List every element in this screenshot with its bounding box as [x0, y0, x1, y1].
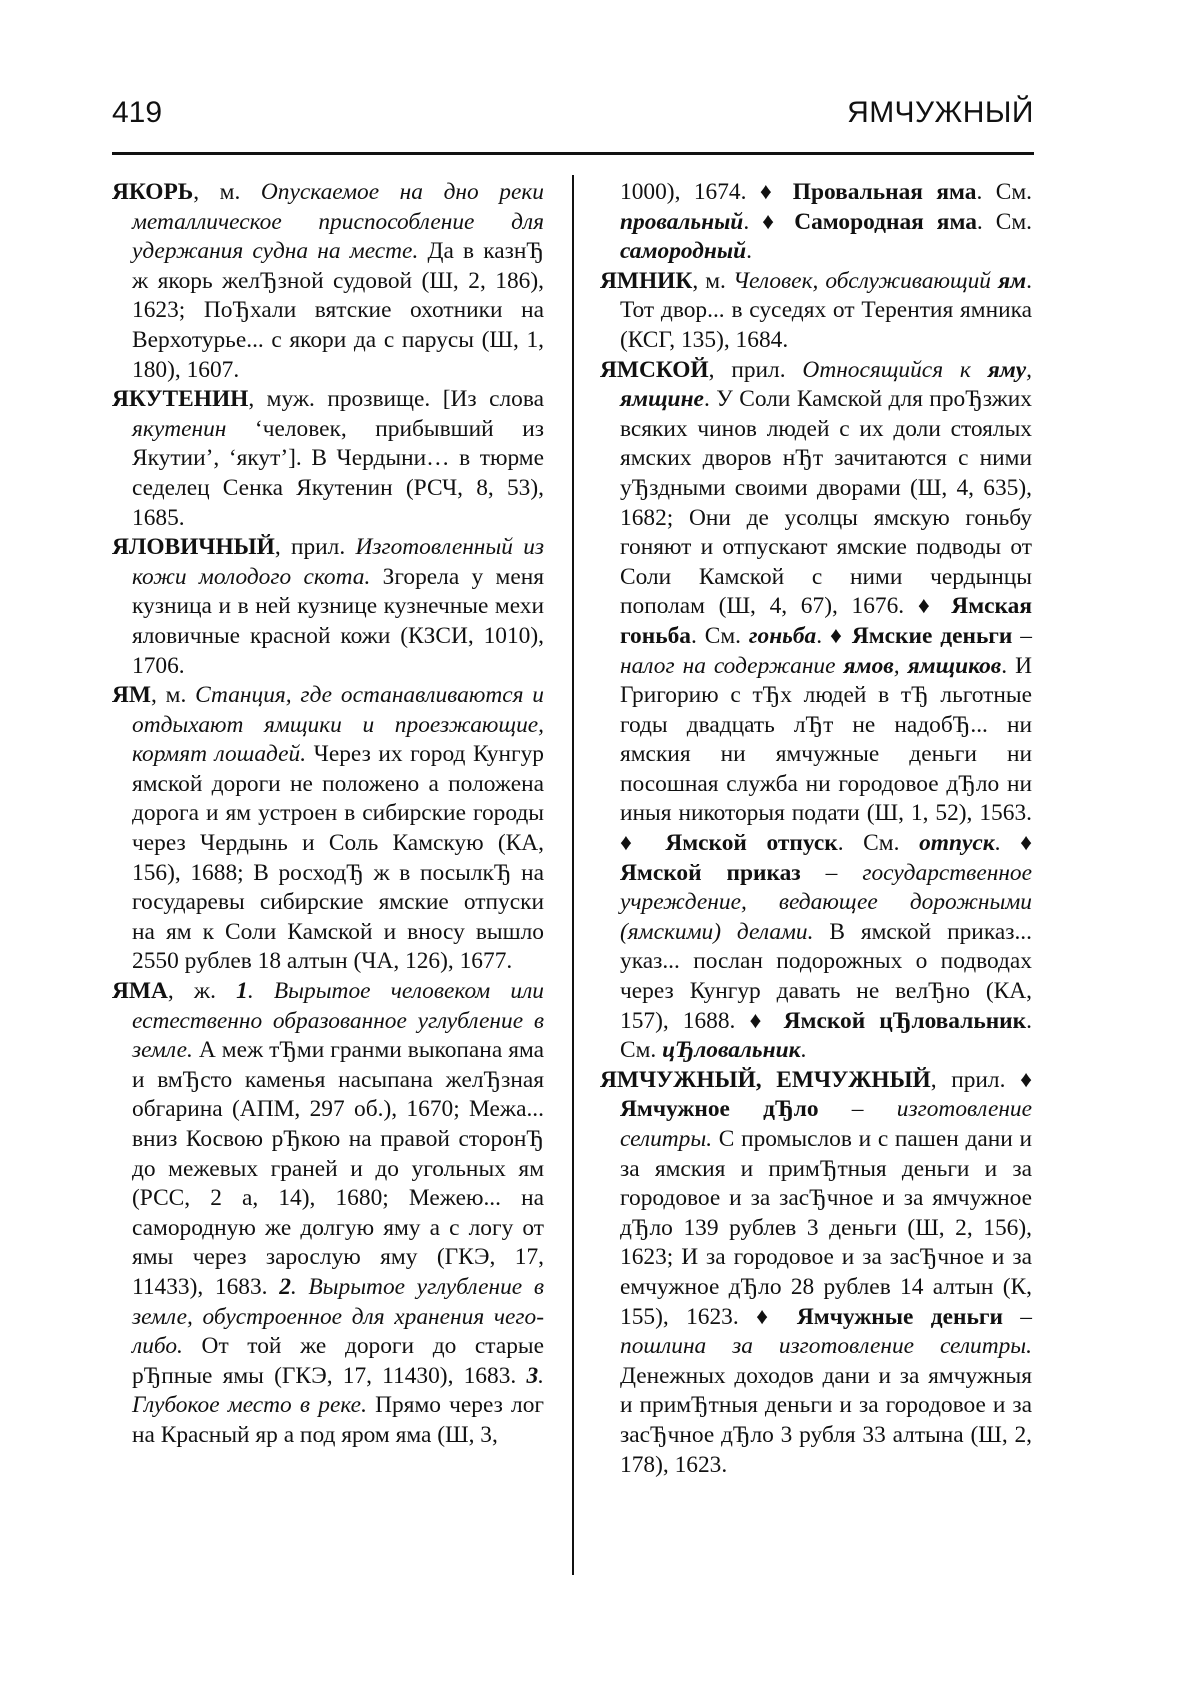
headword: ЯМСКОЙ: [600, 356, 709, 383]
headword: ЯКУТЕНИН: [112, 386, 249, 413]
cross-reference: ямов: [843, 652, 894, 679]
see-note: . См.: [976, 179, 1032, 205]
cross-reference: самородный: [620, 238, 747, 265]
definition: изготовление селитры.: [620, 1096, 1033, 1152]
phrase: ♦ Ямской отпуск: [620, 830, 838, 857]
grammar-note: , прил.: [708, 356, 803, 383]
sense-number: 1: [236, 978, 248, 1005]
separator: ,: [1026, 356, 1033, 383]
grammar-note: , муж. прозвище. [Из слова: [248, 386, 544, 413]
citation-text: А меж тЂми гранми выкопана яма и вмЂсто каменья насыпана желЂзная обгарина (АПМ, 297 об.), 1670; Межа... вниз Косвою рЂкою на правой сторонЂ до межевых граней и до угольных ям (РСС, 2 а, 14), 1680; Межею... на самородную же долгую яму а с логу от ямы через зарослую яму (ГКЭ, 17, 11433), 1683.: [132, 1037, 544, 1300]
see-note: . См.: [976, 208, 1033, 235]
dash: –: [800, 859, 863, 886]
definition: Относящийся к: [802, 356, 988, 383]
phrase: ♦ Самородная яма: [762, 208, 977, 235]
running-head: ЯМЧУЖНЫЙ: [847, 96, 1034, 129]
grammar-note: , прил.: [274, 534, 356, 561]
separator: .: [816, 622, 830, 649]
phrase: ♦ Ямской цЂловальник: [749, 1007, 1027, 1034]
separator: .: [994, 830, 1021, 857]
citation-text: С промыслов и с пашен дани и за ямския и примЂтныя деньги и за городовое и за засЂчное и за ямчужное дЂло 139 рублев 3 деньги (Ш, 2, 156), 1623; И за городовое и за засЂчное и за емчужное дЂло 28 рублев 14 алтын (К, 155), 1623.: [620, 1126, 1032, 1330]
separator: .: [800, 1037, 807, 1064]
dash: –: [1002, 1303, 1032, 1330]
cross-reference: ямщиков: [907, 652, 1002, 679]
citation-text: Через их город Кунгур ямской дороги не положено а положена дорога и ям устроен в сибирские городы через Чердынь и Соль Камскую (КА, 156), 1688; В росходЂ ж в посылкЂ на государевы сибирские ямские отпуски на ям к Соли Камской и вносу вышло 2550 рублев 18 алтын (ЧА, 126), 1677.: [132, 741, 544, 975]
citation-text: Згорела у меня кузница и в ней кузнице кузнечные мехи яловичные красной кожи (КЗСИ, 1010), 1706.: [132, 563, 545, 679]
citation-text: В ямской приказ... указ... послан подорожных о подводах через Кунгур давать не велЂно (КА, 157), 1688.: [620, 918, 1032, 1034]
phrase: ♦ Провальная яма: [759, 179, 977, 205]
header-rule: [112, 152, 1034, 155]
phrase: ♦ Ямской приказ: [620, 830, 1033, 886]
citation-text: От той же дороги до старые рЂпные ямы (ГКЭ, 17, 11430), 1683.: [132, 1333, 544, 1389]
cross-reference: гоньба: [748, 622, 817, 649]
citation-text: Прямо через лог на Красный яр а под яром яма (Ш, 3,: [132, 1392, 544, 1448]
phrase: ♦ Ямская гоньба: [620, 593, 1032, 649]
definition: . Вырытое человеком или естественно образованное углубление в земле.: [132, 978, 544, 1064]
grammar-note: , ж.: [167, 978, 237, 1005]
headword: ЯМ: [112, 682, 151, 709]
cross-reference: цЂловальник: [662, 1037, 801, 1064]
citation-text: . У Соли Камской для проЂзжих всяких чинов людей с их доли стоялых ямских дворов нЂт зачитаются с ними уЂздными своими дворами (Ш, 4, 635), 1682; Они де усолцы ямскую гоньбу гоняют и отпускают ямские подводы от Соли Камской с ними чердынцы пополам (Ш, 4, 67), 1676.: [620, 386, 1032, 620]
page-header: [112, 96, 1034, 156]
definition: Станция, где останавливаются и отдыхают ямщики и проезжающие, кормят лошадей.: [132, 682, 544, 768]
headword: ЯЛОВИЧНЫЙ: [112, 534, 275, 561]
separator: .: [743, 208, 763, 235]
definition: Опускаемое на дно реки металлическое приспособление для удержания судна на месте.: [132, 179, 544, 265]
cross-reference: ямщине: [620, 386, 704, 413]
headword: ЯМНИК: [600, 267, 693, 294]
entry-yamskoi: [600, 356, 1032, 1066]
definition: Изготовленный из кожи молодого скота.: [132, 534, 545, 590]
citation-text: . И Григорию с тЂх людей в тЂ льготные годы двадцать лЂт не надобЂ... ни ямския ни ямчужные деньги ни посошная служба ни городовое дЂло ни иныя никоторыя подати (Ш, 1, 52), 1563.: [620, 652, 1032, 827]
grammar-note: , прил.: [930, 1066, 1021, 1093]
citation-text: Денежных доходов дани и за ямчужныя и примЂтныя деньги и за городовое и за засЂчное дЂло 3 рубля 33 алтына (Ш, 2, 178), 1623.: [620, 1362, 1032, 1478]
headword: ЯКОРЬ: [112, 179, 194, 205]
entry-yakor: [112, 178, 544, 385]
page-number: 419: [112, 96, 163, 129]
grammar-note: , м.: [150, 682, 196, 709]
sense-number: 3: [526, 1362, 539, 1389]
entry-yama-continuation: [600, 178, 1032, 267]
separator: ,: [893, 652, 908, 679]
headword: ЯМА: [112, 978, 168, 1005]
definition: налог на содержание: [620, 652, 844, 679]
phrase: ♦ Ямские деньги: [829, 622, 1013, 649]
cross-reference: ям: [998, 267, 1027, 294]
cross-reference: отпуск: [919, 830, 995, 857]
phrase: ♦ Ямчужное дЂло: [620, 1066, 1033, 1123]
citation-text: ‘человек, прибывший из Якутии’, ‘якут’]. В Чердыни… в тюрме седелец Сенка Якутенин (РСЧ, 8, 53), 1685.: [132, 415, 544, 531]
see-note: . См.: [837, 830, 920, 857]
entry-yamnik: [600, 267, 1032, 356]
citation-text: Да в казнЂ ж якорь желЂзной судовой (Ш, 2, 186), 1623; ПоЂхали вятские охотники на Верхотурье... с якори да с парусы (Ш, 1, 180), 1607.: [132, 238, 544, 383]
term: якутенин: [132, 415, 227, 442]
headword: ЯМЧУЖНЫЙ, ЕМЧУЖНЫЙ: [600, 1066, 931, 1093]
entry-yama: [112, 977, 544, 1451]
definition: . Глубокое место в реке.: [132, 1362, 544, 1419]
left-column: [112, 178, 544, 1451]
definition: государственное учреждение, ведающее дорожными (ямскими) делами.: [620, 859, 1033, 945]
see-note: . См.: [620, 1007, 1032, 1064]
entry-yakutenin: [112, 385, 544, 533]
dash: –: [1012, 622, 1033, 649]
cross-reference: провальный: [620, 208, 744, 235]
citation-text: 1000), 1674.: [620, 179, 760, 205]
definition: пошлина за изготовление селитры.: [620, 1333, 1032, 1360]
definition: . Вырытое углубление в земле, обустроенное для хранения чего-либо.: [132, 1273, 544, 1360]
citation-text: . Тот двор... в суседях от Терентия ямника (КСГ, 135), 1684.: [620, 267, 1032, 353]
cross-reference: яму: [987, 356, 1027, 383]
column-divider: [572, 175, 574, 1575]
dash: –: [818, 1096, 897, 1123]
entry-yalovichny: [112, 533, 544, 681]
definition: Человек, обслуживающий: [732, 267, 999, 294]
grammar-note: , м.: [692, 267, 733, 294]
phrase: ♦ Ямчужные деньги: [756, 1303, 1003, 1330]
entry-yamchuzhny: [600, 1066, 1032, 1480]
sense-number: 2: [279, 1273, 291, 1300]
right-column: [600, 178, 1032, 1480]
separator: .: [746, 238, 752, 265]
entry-yam: [112, 681, 544, 977]
grammar-note: , м.: [193, 179, 261, 205]
see-note: . См.: [690, 622, 749, 649]
